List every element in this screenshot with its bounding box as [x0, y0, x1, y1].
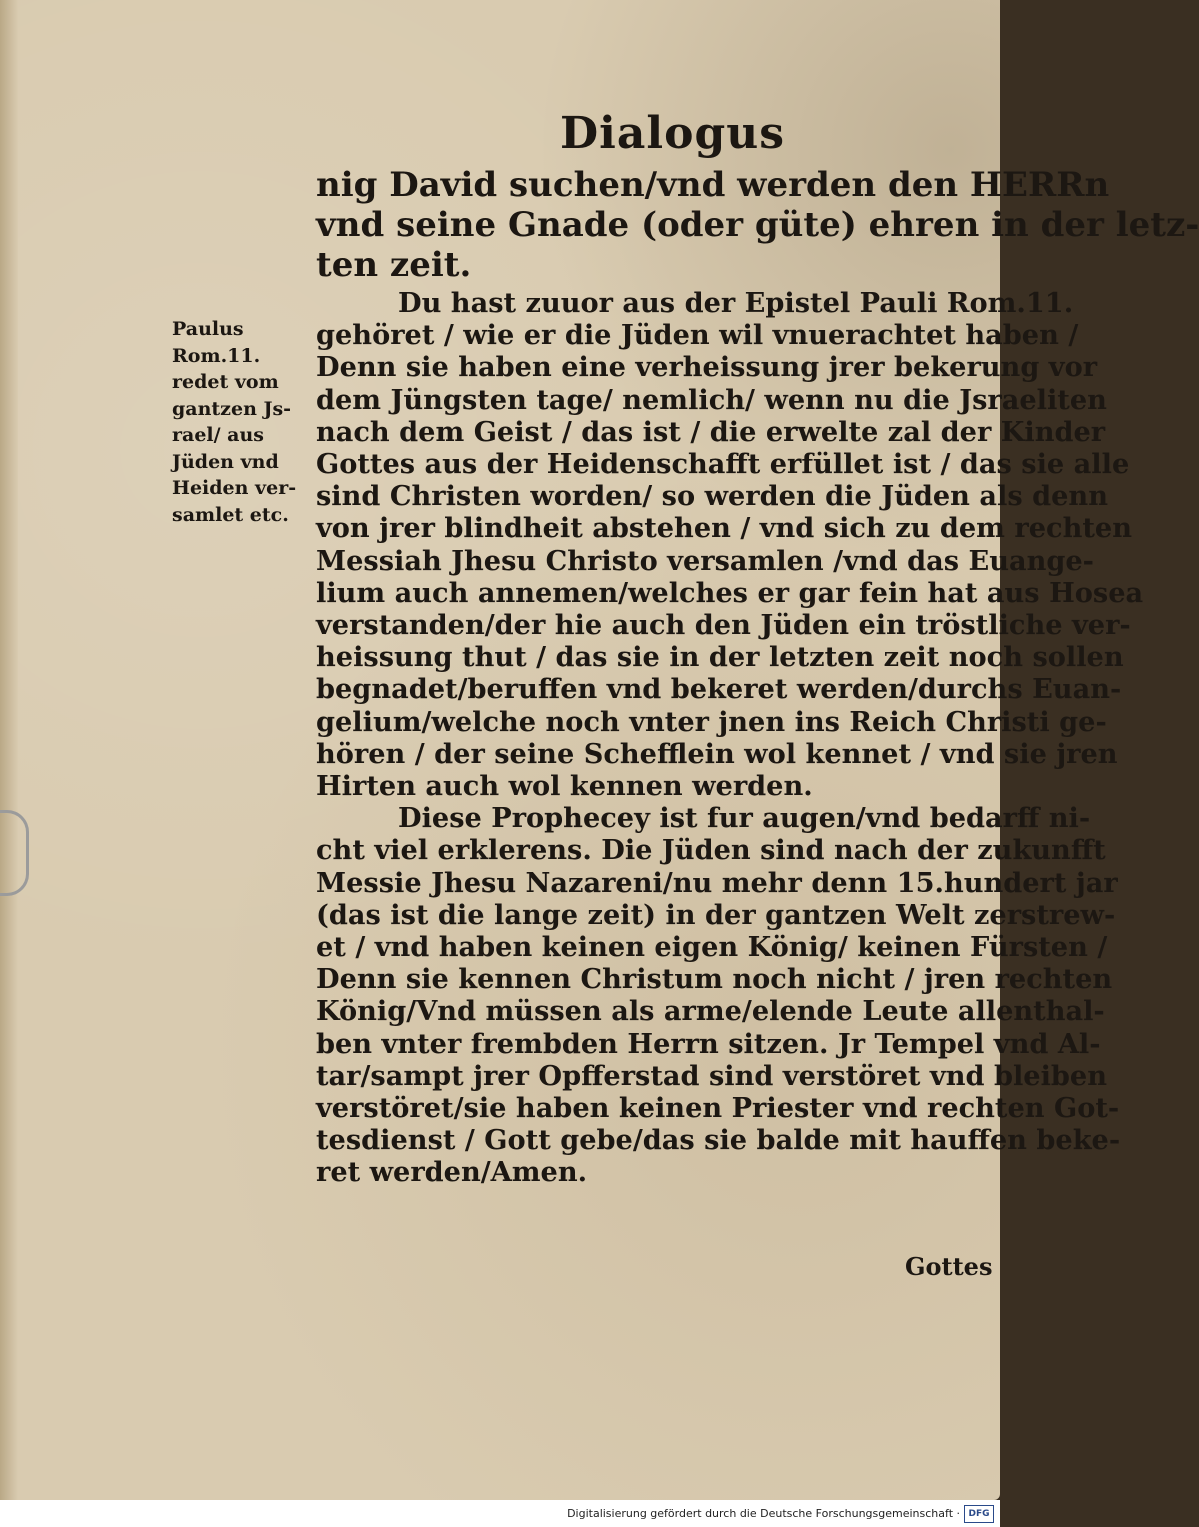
text-line: heissung thut / das sie in der letzten zeit noch sollen	[316, 641, 1124, 674]
main-text	[316, 165, 1199, 1189]
margin-line: rael/ aus	[172, 424, 265, 446]
text-line: gelium/welche noch vnter jnen ins Reich Christi ge-	[316, 705, 1107, 738]
text-line: Denn sie haben eine verheissung jrer bekerung vor	[316, 351, 1098, 384]
text-line: Du hast zuuor aus der Epistel Pauli Rom.11.	[398, 287, 1074, 319]
text-line: Denn sie kennen Christum noch nicht / jren rechten	[316, 963, 1113, 996]
text-line: sind Christen worden/ so werden die Jüden als denn	[316, 480, 1108, 513]
page-spine	[0, 0, 18, 1500]
text-line: gehöret / wie er die Jüden wil vnuerachtet haben /	[316, 319, 1079, 352]
running-header: Dialogus	[560, 108, 785, 159]
text-line: Messie Jhesu Nazareni/nu mehr denn 15.hundert jar	[316, 866, 1118, 899]
text-line: Messiah Jhesu Christo versamlen /vnd das Euange-	[316, 544, 1094, 577]
margin-line: gantzen Js-	[172, 397, 292, 420]
heading-text	[316, 165, 1199, 285]
text-line: (das ist die lange zeit) in der gantzen Welt zerstrew-	[316, 898, 1116, 931]
margin-line: redet vom	[172, 371, 279, 393]
text-line: dem Jüngsten tage/ nemlich/ wenn nu die Jsraeliten	[316, 383, 1107, 416]
margin-line: Heiden ver-	[172, 477, 297, 499]
footer-bar	[0, 1500, 1000, 1527]
text-line: hören / der seine Schefflein wol kennet / vnd sie jren	[316, 737, 1118, 770]
text-line: nach dem Geist / das ist / die erwelte zal der Kinder	[316, 415, 1106, 448]
margin-line: samlet etc.	[172, 503, 289, 526]
paragraph-1	[316, 287, 1144, 803]
text-line: begnadet/beruffen vnd bekeret werden/durchs Euan-	[316, 673, 1122, 706]
text-line: Gottes aus der Heidenschafft erfüllet ist / das sie alle	[316, 448, 1130, 481]
text-line: ben vnter frembden Herrn sitzen. Jr Tempel vnd Al-	[316, 1027, 1101, 1060]
text-line: tesdienst / Gott gebe/das sie balde mit hauffen beke-	[316, 1124, 1121, 1157]
text-line: tar/sampt jrer Opfferstad sind verstöret vnd bleiben	[316, 1059, 1107, 1092]
dfg-logo-icon: DFG	[964, 1505, 994, 1523]
text-line: verstöret/sie haben keinen Priester vnd rechten Got-	[316, 1092, 1120, 1125]
text-line: cht viel erklerens. Die Jüden sind nach der zukunfft	[316, 834, 1106, 867]
margin-line: Rom.11.	[172, 344, 261, 367]
heading-line: vnd seine Gnade (oder güte) ehren in der letz-	[316, 205, 1199, 245]
margin-line: Jüden vnd	[172, 450, 279, 473]
text-line: von jrer blindheit abstehen / vnd sich zu dem rechten	[316, 512, 1132, 545]
paragraph-2	[316, 802, 1121, 1189]
text-line: et / vnd haben keinen eigen König/ keinen Fürsten /	[316, 931, 1108, 964]
text-line: Hirten auch wol kennen werden.	[316, 770, 813, 803]
catchword: Gottes	[905, 1252, 993, 1281]
text-line: König/Vnd müssen als arme/elende Leute allenthal-	[316, 995, 1105, 1028]
funding-notice: Digitalisierung gefördert durch die Deutsche Forschungsgemeinschaft ·	[567, 1507, 960, 1520]
heading-line: nig David suchen/vnd werden den HERRn	[316, 165, 1110, 205]
margin-line: Paulus	[172, 318, 244, 340]
text-line: verstanden/der hie auch den Jüden ein tröstliche ver-	[316, 609, 1131, 642]
page-clip	[0, 810, 29, 896]
text-line: Diese Prophecey ist fur augen/vnd bedarff ni-	[398, 802, 1091, 835]
text-line: ret werden/Amen.	[316, 1156, 588, 1189]
text-line: lium auch annemen/welches er gar fein hat aus Hosea	[316, 576, 1144, 609]
heading-line: ten zeit.	[316, 245, 472, 285]
margin-note	[172, 316, 312, 528]
